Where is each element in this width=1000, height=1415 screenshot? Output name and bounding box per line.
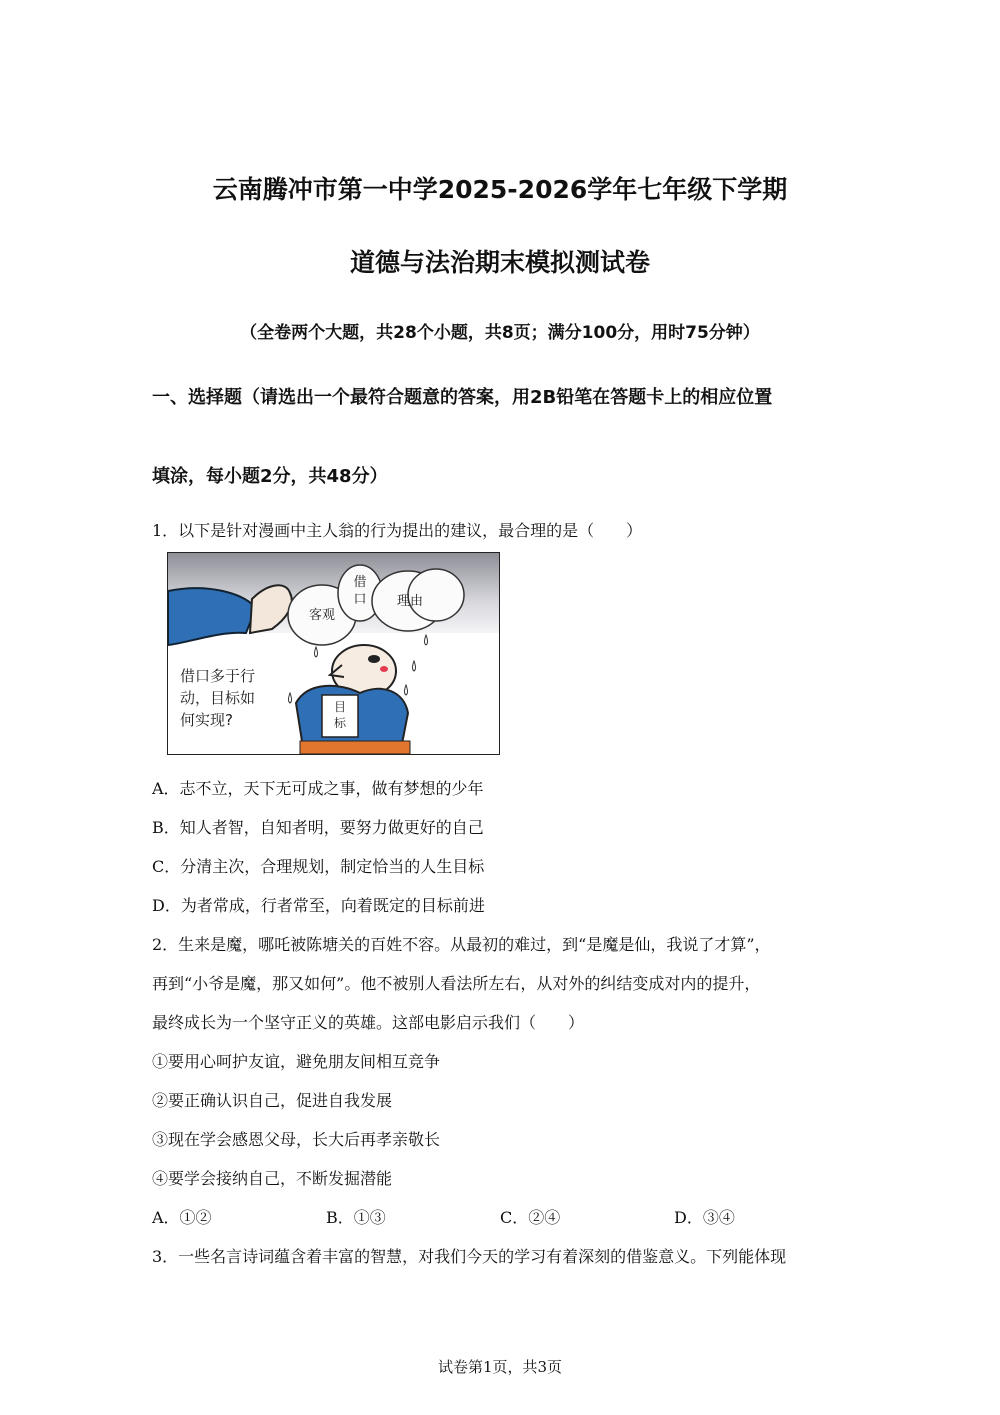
q2-item-3: ③现在学会感恩父母，长大后再孝亲敬长 <box>152 1130 441 1149</box>
q2-choice-b: B．①③ <box>326 1208 386 1227</box>
question-2-stem-line1: 2．生来是魔，哪吒被陈塘关的百姓不容。从最初的难过，到“是魔是仙，我说了才算”， <box>152 935 771 954</box>
q2-item-2: ②要正确认识自己，促进自我发展 <box>152 1091 393 1110</box>
q2-choice-c: C．②④ <box>500 1208 561 1227</box>
question-3-stem-line1: 3．一些名言诗词蕴含着丰富的智慧，对我们今天的学习有着深刻的借鉴意义。下列能体现 <box>152 1247 787 1266</box>
q2-item-1: ①要用心呵护友谊，避免朋友间相互竞争 <box>152 1052 441 1071</box>
comic-caption-3: 何实现? <box>180 711 233 729</box>
q1-option-a: A．志不立，天下无可成之事，做有梦想的少年 <box>152 779 484 798</box>
question-2-stem-line3: 最终成长为一个坚守正义的英雄。这部电影启示我们（ ） <box>152 1013 585 1032</box>
q1-option-b: B．知人者智，自知者明，要努力做更好的自己 <box>152 818 484 837</box>
question-2-stem-line2: 再到“小爷是魔，那又如何”。他不被别人看法所左右，从对外的纠结变成对内的提升， <box>152 974 761 993</box>
section-heading-line1: 一、选择题（请选出一个最符合题意的答案，用2B铅笔在答题卡上的相应位置 <box>152 387 773 408</box>
paper-label-2: 标 <box>333 716 347 730</box>
q2-choice-d: D．③④ <box>674 1208 735 1227</box>
page-footer: 试卷第1页，共3页 <box>437 1358 563 1376</box>
comic-caption-2: 动，目标如 <box>180 689 256 707</box>
exam-title-line2: 道德与法治期末模拟测试卷 <box>349 248 650 277</box>
bubble-excuse-label-1: 借 <box>353 575 367 590</box>
comic-caption-1: 借口多于行 <box>180 667 256 685</box>
q2-item-4: ④要学会接纳自己，不断发掘潜能 <box>152 1169 393 1188</box>
exam-title-line1: 云南腾冲市第一中学2025-2026学年七年级下学期 <box>212 175 788 204</box>
section-heading-line2: 填涂，每小题2分，共48分） <box>152 466 388 487</box>
bubble-reason-label: 理由 <box>396 594 424 609</box>
q2-choice-a: A．①② <box>152 1208 212 1227</box>
q1-option-d: D．为者常成，行者常至，向着既定的目标前进 <box>152 896 485 915</box>
question-1-comic <box>167 552 500 755</box>
paper-label-1: 目 <box>333 700 347 714</box>
q1-option-c: C．分清主次，合理规划，制定恰当的人生目标 <box>152 857 485 876</box>
bubble-objective-label: 客观 <box>308 608 336 623</box>
bubble-excuse-label-2: 口 <box>353 592 367 607</box>
exam-subtitle: （全卷两个大题，共28个小题，共8页；满分100分，用时75分钟） <box>240 323 760 343</box>
question-1-stem: 1．以下是针对漫画中主人翁的行为提出的建议，最合理的是（ ） <box>152 521 643 540</box>
